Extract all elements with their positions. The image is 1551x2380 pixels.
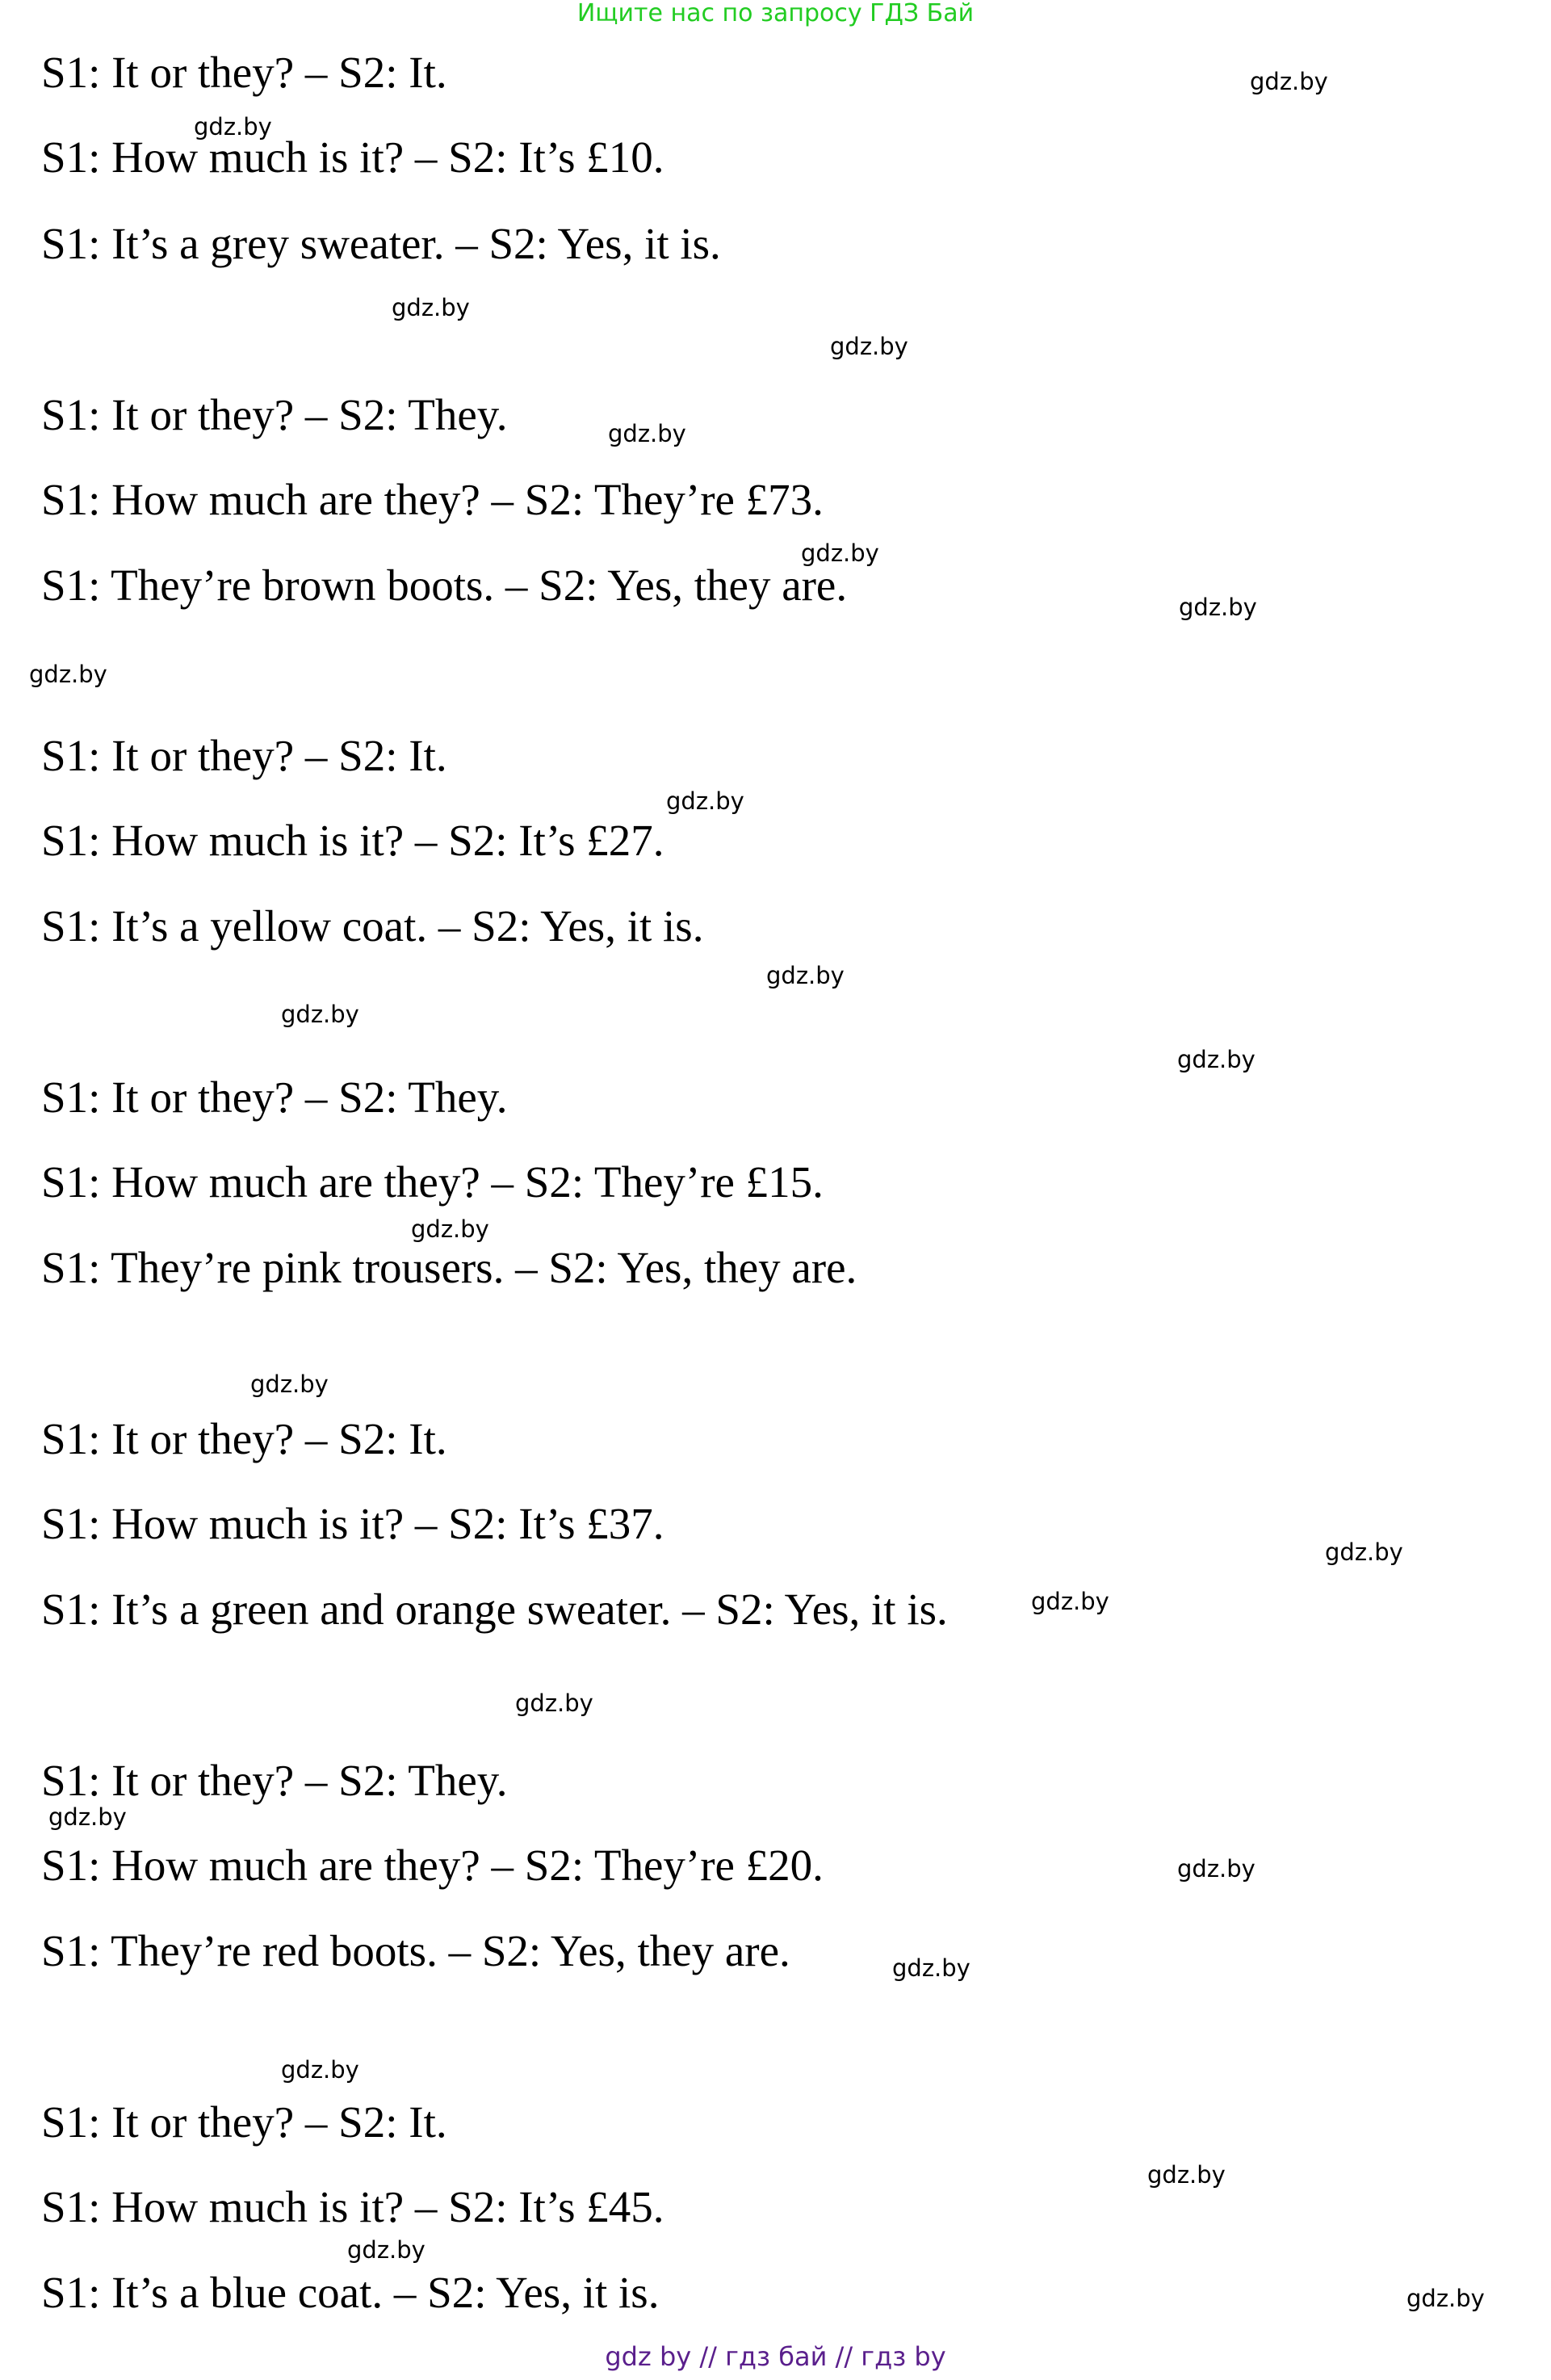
dialogue-line: S1: How much are they? – S2: They’re £20. (41, 1841, 824, 1890)
dialogue-line: S1: It or they? – S2: It. (41, 731, 447, 780)
watermark: gdz.by (1179, 594, 1257, 621)
dialogue-line: S1: How much is it? – S2: It’s £27. (41, 816, 664, 865)
dialogue-line: S1: How much are they? – S2: They’re £15. (41, 1157, 824, 1207)
dialogue-line: S1: How much is it? – S2: It’s £10. (41, 132, 664, 182)
dialogue-line: S1: It’s a yellow coat. – S2: Yes, it is. (41, 901, 704, 951)
watermark: gdz.by (1031, 1588, 1109, 1615)
watermark: gdz.by (766, 962, 845, 989)
dialogue-line: S1: It or they? – S2: They. (41, 1072, 508, 1122)
watermark: gdz.by (1325, 1538, 1403, 1566)
dialogue-line: S1: It or they? – S2: It. (41, 48, 447, 97)
dialogue-line: S1: How much is it? – S2: It’s £37. (41, 1499, 664, 1548)
dialogue-line: S1: How much are they? – S2: They’re £73. (41, 475, 824, 524)
watermark: gdz.by (1250, 68, 1328, 95)
dialogue-line: S1: It’s a blue coat. – S2: Yes, it is. (41, 2268, 660, 2317)
dialogue-line: S1: It or they? – S2: It. (41, 2097, 447, 2147)
watermark: gdz.by (48, 1803, 127, 1831)
dialogue-line: S1: They’re pink trousers. – S2: Yes, they are. (41, 1243, 857, 1292)
watermark: gdz.by (1177, 1046, 1255, 1073)
watermark: gdz.by (515, 1690, 593, 1717)
search-hint-banner: Ищите нас по запросу ГДЗ Бай (576, 0, 975, 27)
dialogue-line: S1: How much is it? – S2: It’s £45. (41, 2182, 664, 2231)
watermark: gdz.by (347, 2236, 425, 2264)
dialogue-line: S1: They’re brown boots. – S2: Yes, they are. (41, 560, 848, 610)
watermark: gdz.by (194, 113, 272, 141)
dialogue-line: S1: It’s a green and orange sweater. – S2: Yes, it is. (41, 1585, 948, 1634)
watermark: gdz.by (892, 1954, 970, 1982)
footer-links: gdz by // гдз бай // гдз by (605, 2341, 946, 2372)
watermark: gdz.by (1177, 1855, 1255, 1883)
dialogue-line: S1: It or they? – S2: They. (41, 390, 508, 439)
watermark: gdz.by (392, 294, 470, 321)
dialogue-line: S1: It’s a grey sweater. – S2: Yes, it is. (41, 219, 721, 268)
watermark: gdz.by (29, 661, 107, 688)
watermark: gdz.by (281, 1001, 359, 1028)
watermark: gdz.by (1147, 2161, 1226, 2189)
watermark: gdz.by (608, 420, 686, 447)
watermark: gdz.by (250, 1370, 329, 1398)
watermark: gdz.by (1406, 2285, 1485, 2312)
watermark: gdz.by (666, 787, 744, 815)
watermark: gdz.by (801, 539, 879, 567)
dialogue-line: S1: It or they? – S2: It. (41, 1414, 447, 1463)
dialogue-line: S1: It or they? – S2: They. (41, 1756, 508, 1805)
watermark: gdz.by (830, 333, 908, 360)
watermark: gdz.by (411, 1215, 489, 1243)
dialogue-line: S1: They’re red boots. – S2: Yes, they are. (41, 1926, 790, 1975)
watermark: gdz.by (281, 2056, 359, 2084)
